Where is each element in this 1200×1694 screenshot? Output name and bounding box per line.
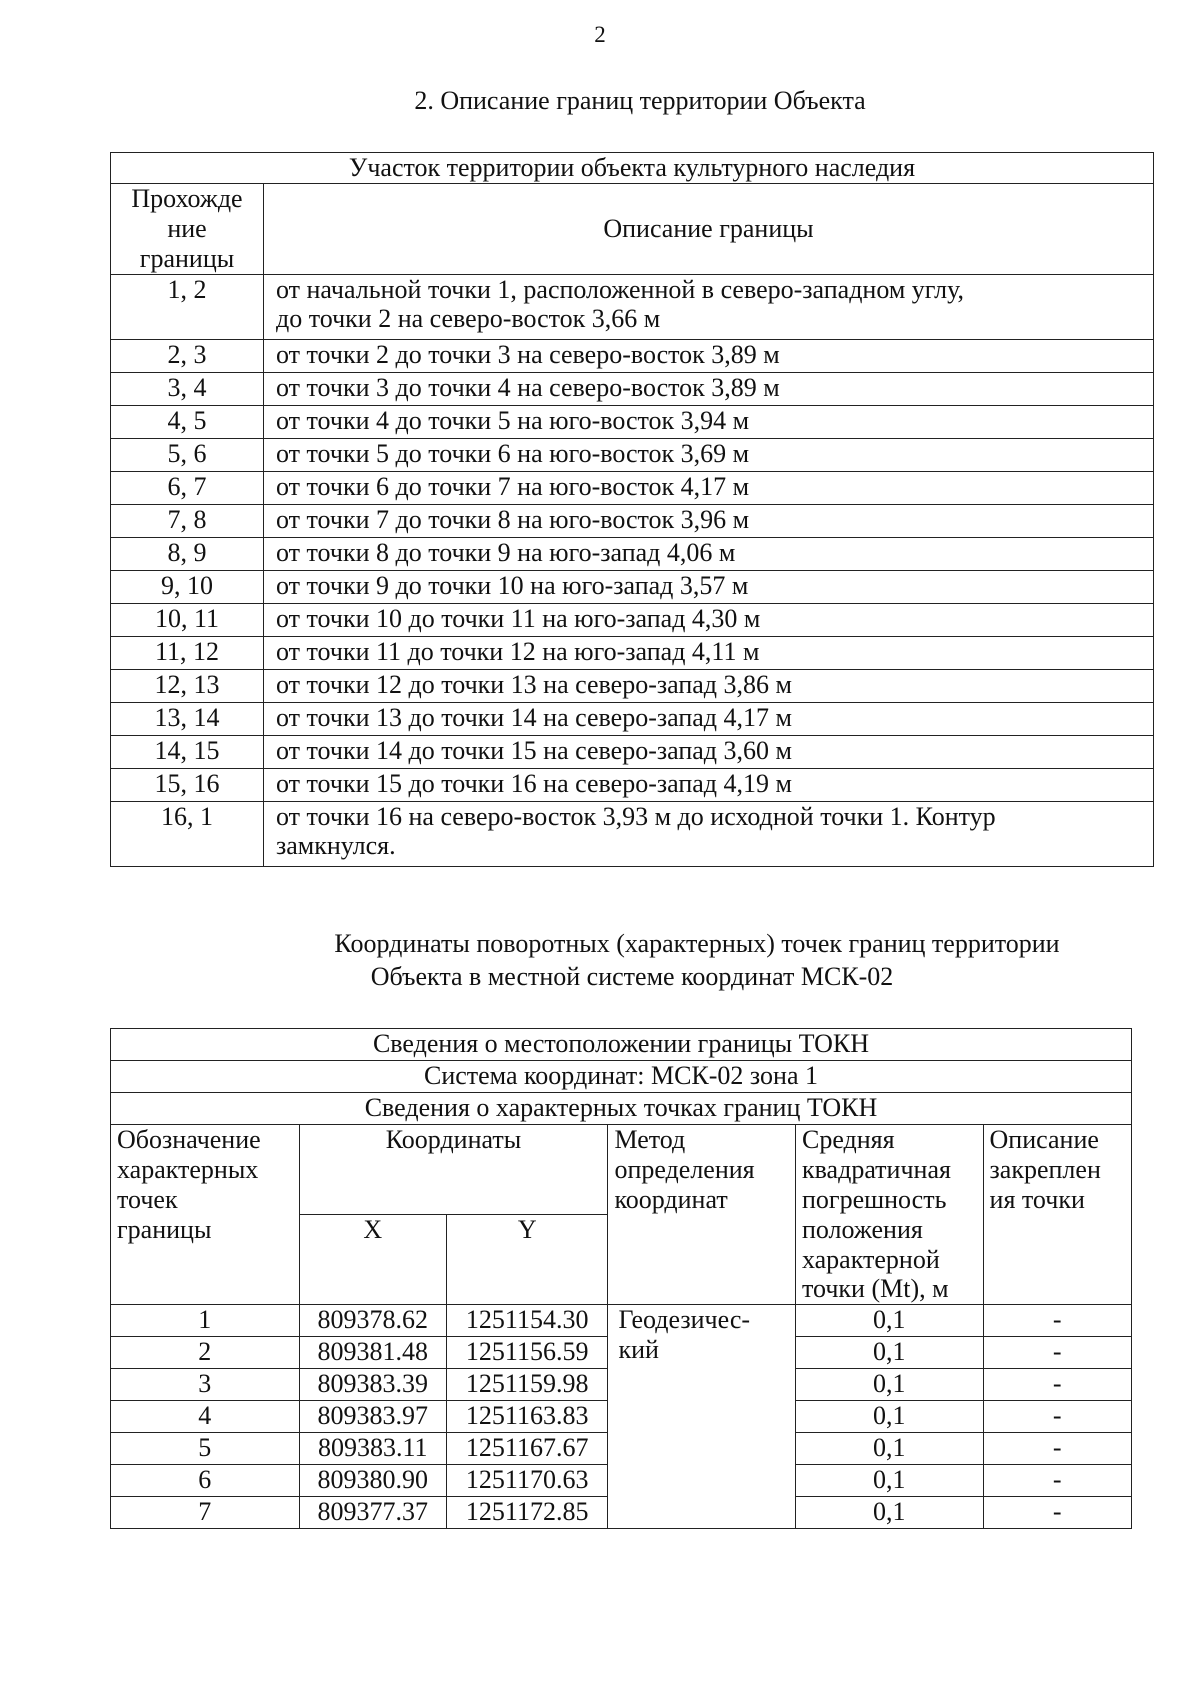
table-row <box>111 438 1154 471</box>
table-row <box>111 405 1154 438</box>
coords-heading: Координаты поворотных (характерных) точек границ территории Объекта в местной системе координат МСК-02 <box>334 929 1060 991</box>
description-cell <box>264 636 1154 669</box>
description-line: от точки 16 на северо-восток 3,93 м до исходной точки 1. Контур <box>276 801 996 831</box>
description-line: от точки 15 до точки 16 на северо-запад 4,19 м <box>276 768 792 798</box>
description-cell <box>264 570 1154 603</box>
description-line: от точки 10 до точки 11 на юго-запад 4,30 м <box>276 603 761 633</box>
boundary-rows <box>111 274 1154 866</box>
fixing-cell: - <box>983 1433 1131 1465</box>
description-line: от начальной точки 1, расположенной в северо-западном углу, <box>276 274 965 304</box>
section-title: 2. Описание границ территории Объекта <box>414 86 866 115</box>
point-cell: 4 <box>111 1401 300 1433</box>
segment-cell: 10, 11 <box>111 603 264 636</box>
segment-cell: 15, 16 <box>111 768 264 801</box>
description-cell <box>264 603 1154 636</box>
description-line: от точки 12 до точки 13 на северо-запад 3,86 м <box>276 669 792 699</box>
error-cell: 0,1 <box>795 1305 983 1337</box>
y-cell: 1251172.85 <box>446 1497 607 1529</box>
error-cell: 0,1 <box>795 1465 983 1497</box>
description-line: от точки 4 до точки 5 на юго-восток 3,94 м <box>276 405 750 435</box>
description-cell <box>264 405 1154 438</box>
x-cell: 809383.39 <box>299 1369 446 1401</box>
table-row <box>111 702 1154 735</box>
y-cell: 1251154.30 <box>446 1305 607 1337</box>
description-cell <box>264 504 1154 537</box>
table-row <box>111 636 1154 669</box>
col-header-coords: Координаты <box>299 1125 608 1215</box>
page-number: 2 <box>594 22 606 47</box>
description-line: от точки 6 до точки 7 на юго-восток 4,17 м <box>276 471 750 501</box>
x-cell: 809383.97 <box>299 1401 446 1433</box>
segment-cell: 16, 1 <box>111 801 264 866</box>
col-header-error: Средняя квадратичная погрешность положения характерной точки (Mt), м <box>795 1125 983 1305</box>
col-header-point: Обозначение характерных точек границы <box>111 1125 300 1305</box>
x-cell: 809381.48 <box>299 1337 446 1369</box>
fixing-cell: - <box>983 1337 1131 1369</box>
point-cell: 3 <box>111 1369 300 1401</box>
x-cell: 809383.11 <box>299 1433 446 1465</box>
segment-cell: 11, 12 <box>111 636 264 669</box>
description-cell <box>264 801 1154 866</box>
description-line: от точки 2 до точки 3 на северо-восток 3,89 м <box>276 339 780 369</box>
coords-table-title-3: Сведения о характерных точках границ ТОКН <box>111 1093 1132 1125</box>
point-cell: 6 <box>111 1465 300 1497</box>
y-cell: 1251159.98 <box>446 1369 607 1401</box>
boundary-table-title: Участок территории объекта культурного наследия <box>111 153 1154 184</box>
error-cell: 0,1 <box>795 1369 983 1401</box>
error-cell: 0,1 <box>795 1433 983 1465</box>
table-row <box>111 274 1154 339</box>
segment-cell: 13, 14 <box>111 702 264 735</box>
segment-cell: 4, 5 <box>111 405 264 438</box>
y-cell: 1251167.67 <box>446 1433 607 1465</box>
segment-cell: 12, 13 <box>111 669 264 702</box>
boundary-table <box>110 152 1154 867</box>
table-row <box>111 537 1154 570</box>
description-cell <box>264 274 1154 339</box>
description-line: от точки 13 до точки 14 на северо-запад 4,17 м <box>276 702 792 732</box>
description-line: до точки 2 на северо-восток 3,66 м <box>276 304 661 334</box>
description-cell <box>264 372 1154 405</box>
col-header-x: X <box>299 1215 446 1305</box>
method-line: Геодезичес- <box>618 1305 751 1335</box>
table-row <box>111 372 1154 405</box>
segment-cell: 7, 8 <box>111 504 264 537</box>
point-cell: 1 <box>111 1305 300 1337</box>
col-header-segment: Прохожде ние границы <box>111 183 264 274</box>
segment-cell: 9, 10 <box>111 570 264 603</box>
table-row <box>111 1305 1132 1337</box>
table-row <box>111 603 1154 636</box>
error-cell: 0,1 <box>795 1497 983 1529</box>
description-cell <box>264 339 1154 372</box>
error-cell: 0,1 <box>795 1401 983 1433</box>
description-line: от точки 7 до точки 8 на юго-восток 3,96 м <box>276 504 750 534</box>
segment-cell: 3, 4 <box>111 372 264 405</box>
segment-cell: 14, 15 <box>111 735 264 768</box>
col-header-fixing: Описание закреплен ия точки <box>983 1125 1131 1305</box>
description-cell <box>264 735 1154 768</box>
segment-cell: 6, 7 <box>111 471 264 504</box>
description-line: от точки 9 до точки 10 на юго-запад 3,57 м <box>276 570 749 600</box>
table-row <box>111 801 1154 866</box>
y-cell: 1251156.59 <box>446 1337 607 1369</box>
segment-cell: 2, 3 <box>111 339 264 372</box>
fixing-cell: - <box>983 1369 1131 1401</box>
fixing-cell: - <box>983 1497 1131 1529</box>
table-row <box>111 339 1154 372</box>
coords-table-title-1: Сведения о местоположении границы ТОКН <box>111 1029 1132 1061</box>
table-row <box>111 471 1154 504</box>
segment-cell: 5, 6 <box>111 438 264 471</box>
point-cell: 2 <box>111 1337 300 1369</box>
table-row <box>111 669 1154 702</box>
fixing-cell: - <box>983 1401 1131 1433</box>
col-header-description: Описание границы <box>264 183 1154 274</box>
coords-table-title-2: Система координат: МСК-02 зона 1 <box>111 1061 1132 1093</box>
description-cell <box>264 702 1154 735</box>
x-cell: 809380.90 <box>299 1465 446 1497</box>
segment-cell: 8, 9 <box>111 537 264 570</box>
coords-rows <box>111 1305 1132 1529</box>
fixing-cell: - <box>983 1305 1131 1337</box>
segment-cell: 1, 2 <box>111 274 264 339</box>
description-line: замкнулся. <box>276 831 396 861</box>
description-cell <box>264 438 1154 471</box>
coords-table <box>110 1028 1132 1529</box>
method-line: кий <box>618 1335 659 1365</box>
description-cell <box>264 537 1154 570</box>
method-cell <box>608 1305 796 1529</box>
fixing-cell: - <box>983 1465 1131 1497</box>
description-line: от точки 11 до точки 12 на юго-запад 4,11 м <box>276 636 760 666</box>
point-cell: 7 <box>111 1497 300 1529</box>
x-cell: 809377.37 <box>299 1497 446 1529</box>
description-line: от точки 8 до точки 9 на юго-запад 4,06 м <box>276 537 736 567</box>
table-row <box>111 735 1154 768</box>
y-cell: 1251170.63 <box>446 1465 607 1497</box>
description-line: от точки 3 до точки 4 на северо-восток 3,89 м <box>276 372 780 402</box>
y-cell: 1251163.83 <box>446 1401 607 1433</box>
description-cell <box>264 471 1154 504</box>
point-cell: 5 <box>111 1433 300 1465</box>
table-row <box>111 570 1154 603</box>
x-cell: 809378.62 <box>299 1305 446 1337</box>
description-line: от точки 14 до точки 15 на северо-запад 3,60 м <box>276 735 792 765</box>
description-cell <box>264 669 1154 702</box>
description-cell <box>264 768 1154 801</box>
description-line: от точки 5 до точки 6 на юго-восток 3,69 м <box>276 438 750 468</box>
col-header-method: Метод определения координат <box>608 1125 796 1305</box>
col-header-y: Y <box>446 1215 607 1305</box>
table-row <box>111 768 1154 801</box>
table-row <box>111 504 1154 537</box>
error-cell: 0,1 <box>795 1337 983 1369</box>
